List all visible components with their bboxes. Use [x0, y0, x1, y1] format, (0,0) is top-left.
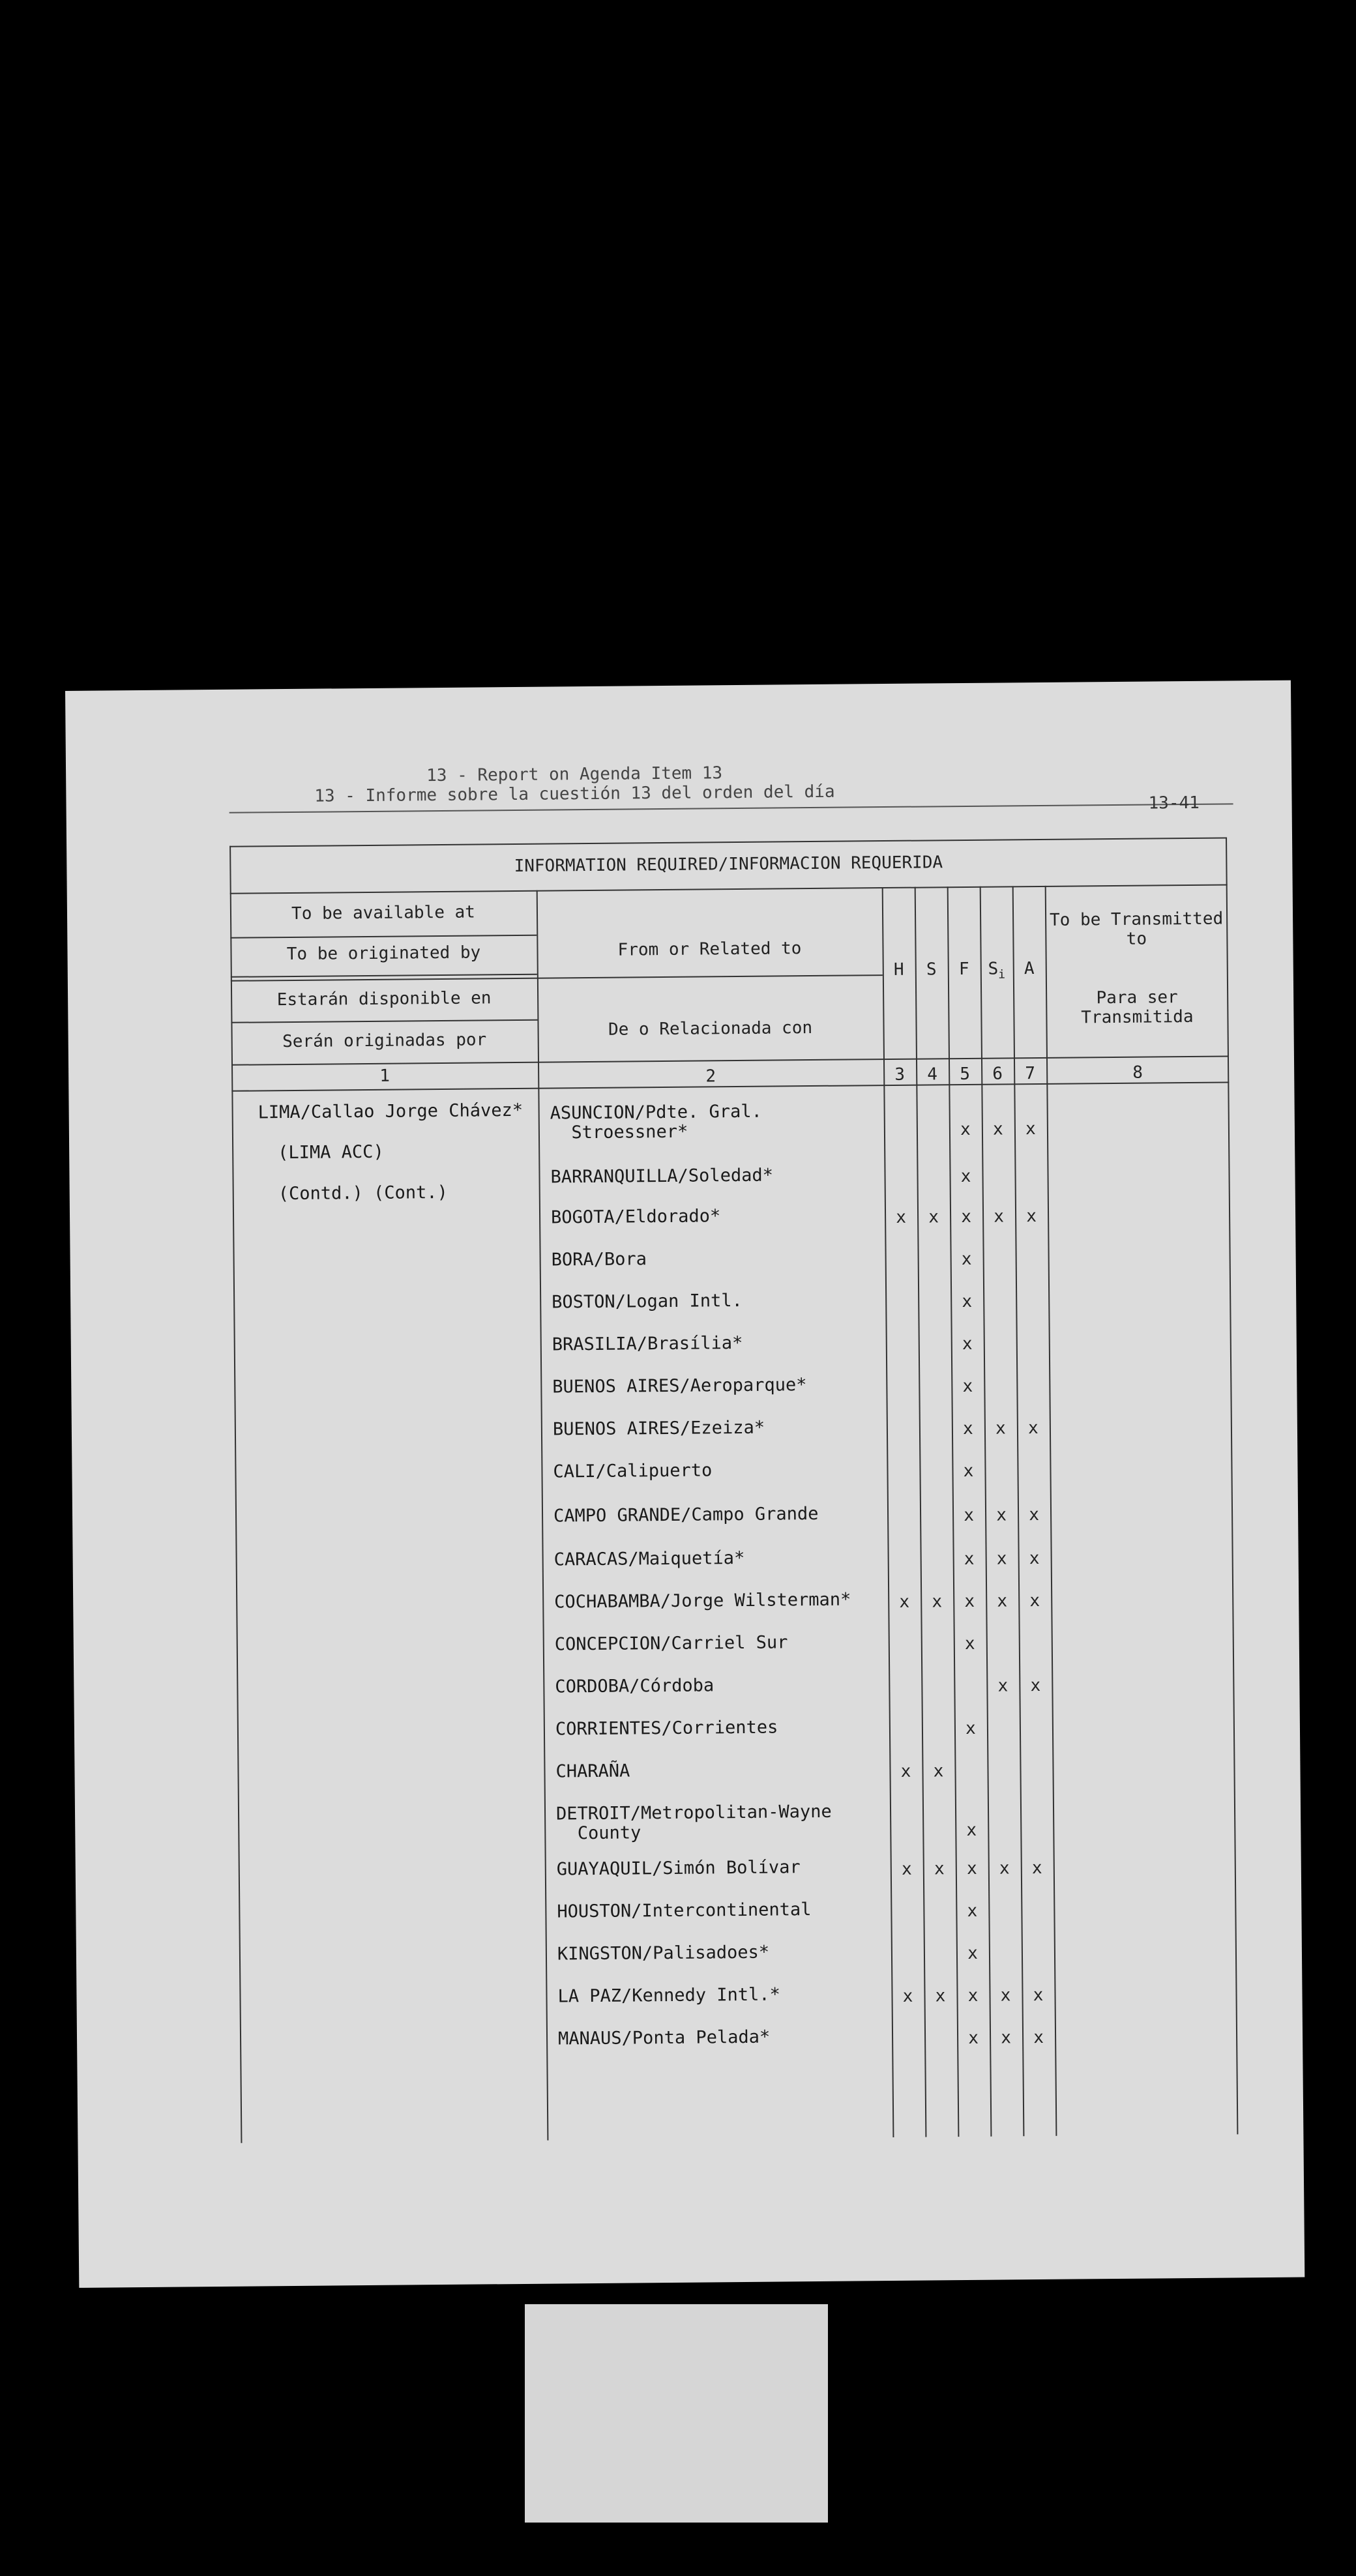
target-card — [525, 2304, 828, 2523]
col8-en-header: To be Transmitted to — [1049, 909, 1224, 949]
row-mark: x — [967, 1901, 978, 1921]
row-place: BUENOS AIRES/Aeroparque* — [552, 1375, 807, 1398]
col-number-3: 3 — [894, 1064, 906, 1085]
row-mark: x — [961, 1249, 972, 1270]
row-place: CALI/Calipuerto — [553, 1460, 713, 1482]
flag-s: S — [926, 959, 937, 980]
row-mark: x — [901, 1859, 912, 1879]
row-mark: x — [1026, 1207, 1037, 1227]
col1-es-originadas: Serán originadas por — [282, 1030, 487, 1052]
row-mark: x — [934, 1859, 945, 1879]
row-place: COCHABAMBA/Jorge Wilsterman* — [554, 1589, 851, 1613]
col2-es-header: De o Relacionada con — [608, 1018, 813, 1040]
row-mark: x — [1029, 1505, 1040, 1525]
row-place: BOGOTA/Eldorado* — [550, 1206, 721, 1228]
row-place: KINGSTON/Palisadoes* — [557, 1942, 770, 1965]
header-title-es: 13 - Informe sobre la cuestión 13 del orden del día — [314, 782, 835, 806]
row-place: CORRIENTES/Corrientes — [555, 1717, 778, 1740]
col-number-1: 1 — [379, 1066, 391, 1086]
col-number-7: 7 — [1025, 1064, 1036, 1084]
row-place: CARACAS/Maiquetía* — [553, 1547, 745, 1570]
row-mark: x — [1033, 1985, 1044, 2006]
row-mark: x — [933, 1761, 944, 1781]
row-place: CHARAÑA — [555, 1761, 630, 1782]
row-mark: x — [967, 1985, 979, 2006]
col2-en-header: From or Related to — [617, 939, 802, 960]
header-title-en: 13 - Report on Agenda Item 13 — [426, 763, 723, 786]
col-number-4: 4 — [927, 1064, 938, 1085]
row-mark: x — [960, 1166, 971, 1187]
col1-rule-c — [231, 1019, 537, 1023]
row-place: CORDOBA/Córdoba — [555, 1675, 715, 1697]
row-mark: x — [962, 1376, 973, 1397]
banner-rule — [230, 884, 1228, 894]
flag-si-letter: S — [988, 959, 999, 979]
row-place: HOUSTON/Intercontinental — [557, 1899, 812, 1922]
row-place: DETROIT/Metropolitan-Wayne County — [555, 1801, 832, 1844]
row-mark: x — [960, 1119, 971, 1140]
row-mark: x — [962, 1418, 973, 1439]
row-mark: x — [1027, 1418, 1039, 1439]
row-mark: x — [900, 1761, 911, 1781]
col1-en-available: To be available at — [291, 902, 475, 924]
col1-rule-a — [230, 935, 537, 939]
row-mark: x — [994, 1207, 1005, 1227]
information-table — [229, 837, 1238, 2143]
row-mark: x — [964, 1505, 975, 1526]
table-banner: INFORMATION REQUIRED/INFORMACION REQUERIDA — [514, 853, 943, 877]
row-place: CAMPO GRANDE/Campo Grande — [553, 1503, 819, 1527]
origin-airport: LIMA/Callao Jorge Chávez* — [258, 1100, 523, 1123]
row-mark: x — [1029, 1591, 1040, 1611]
row-mark: x — [1025, 1119, 1036, 1139]
row-mark: x — [966, 1820, 977, 1841]
row-place: BARRANQUILLA/Soledad* — [550, 1165, 774, 1188]
row-mark: x — [963, 1461, 974, 1482]
row-mark: x — [968, 2028, 979, 2048]
row-place: GUAYAQUIL/Simón Bolívar — [556, 1857, 801, 1880]
row-place: BOSTON/Logan Intl. — [552, 1290, 743, 1313]
row-mark: x — [967, 1943, 978, 1963]
row-mark: x — [966, 1858, 977, 1879]
col-number-8: 8 — [1132, 1062, 1143, 1083]
flag-f: F — [958, 959, 969, 980]
row-mark: x — [996, 1549, 1007, 1569]
row-mark: x — [1030, 1676, 1041, 1696]
row-mark: x — [1001, 2028, 1012, 2048]
row-mark: x — [962, 1291, 973, 1312]
row-mark: x — [928, 1207, 939, 1227]
col-number-5: 5 — [960, 1064, 971, 1085]
row-mark: x — [992, 1119, 1003, 1139]
row-place: BORA/Bora — [551, 1249, 647, 1270]
flag-si — [980, 959, 1013, 985]
row-mark: x — [964, 1633, 975, 1654]
row-mark: x — [1029, 1549, 1040, 1569]
row-place: LA PAZ/Kennedy Intl.* — [557, 1984, 781, 2007]
col1-en-originated: To be originated by — [286, 943, 481, 965]
table-top-rule — [229, 837, 1227, 847]
col-number-6: 6 — [992, 1064, 1003, 1084]
table-right-edge — [1226, 837, 1238, 2134]
page-number: 13-41 — [1148, 793, 1200, 813]
row-mark: x — [1000, 1985, 1011, 2006]
flag-si-subscript: i — [998, 967, 1006, 982]
row-place: BUENOS AIRES/Ezeiza* — [552, 1417, 765, 1440]
row-mark: x — [961, 1207, 972, 1227]
col8-es-header: Para ser Transmitida — [1081, 988, 1194, 1028]
row-mark: x — [932, 1592, 943, 1612]
flag-a: A — [1024, 959, 1035, 979]
row-mark: x — [1031, 1858, 1042, 1879]
row-place: CONCEPCION/Carriel Sur — [554, 1632, 788, 1655]
row-mark: x — [1033, 2027, 1044, 2048]
origin-contd: (Contd.) (Cont.) — [278, 1182, 448, 1205]
flag-h: H — [893, 959, 904, 980]
row-mark: x — [965, 1718, 976, 1739]
row-mark: x — [995, 1418, 1006, 1439]
row-mark: x — [997, 1676, 1009, 1696]
row-mark: x — [964, 1549, 975, 1570]
row-mark: x — [997, 1591, 1008, 1611]
row-mark: x — [899, 1592, 910, 1612]
row-mark: x — [935, 1986, 946, 2006]
row-mark: x — [896, 1207, 907, 1227]
col1-es-disponible: Estarán disponible en — [276, 988, 492, 1010]
row-place: ASUNCION/Pdte. Gral. Stroessner* — [550, 1101, 762, 1143]
row-mark: x — [964, 1591, 975, 1612]
col1-rule-b — [231, 974, 537, 978]
row-mark: x — [902, 1986, 913, 2006]
row-place: BRASILIA/Brasília* — [552, 1332, 743, 1355]
origin-acc: (LIMA ACC) — [278, 1141, 384, 1164]
row-mark: x — [999, 1858, 1010, 1879]
document-page — [65, 681, 1304, 2288]
col-number-2: 2 — [705, 1066, 716, 1087]
page-header — [66, 760, 1083, 808]
row-mark: x — [996, 1505, 1007, 1525]
row-place: MANAUS/Ponta Pelada* — [557, 2027, 771, 2049]
row-mark: x — [962, 1334, 973, 1354]
